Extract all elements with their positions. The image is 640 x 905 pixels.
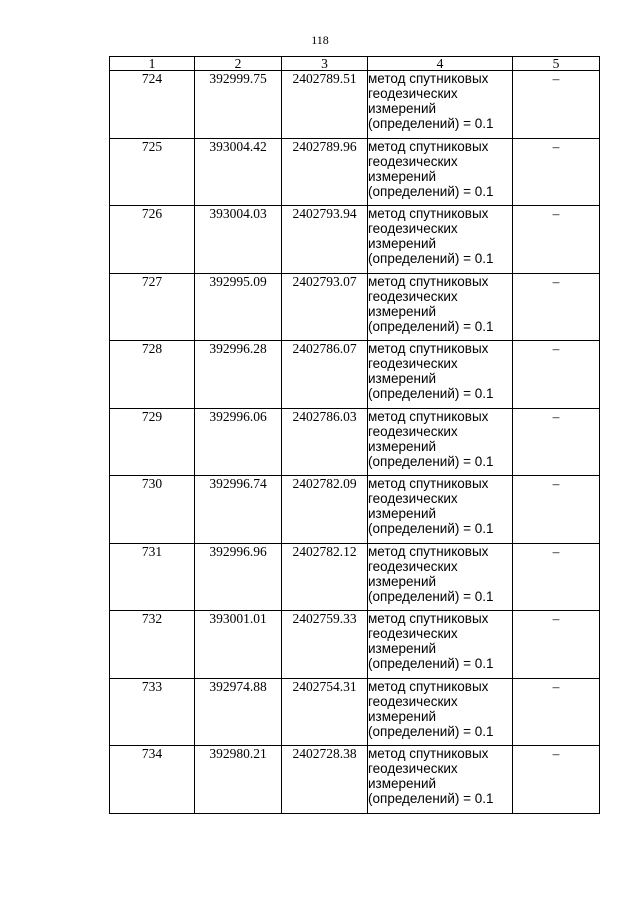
method-cell [368, 273, 513, 341]
method-text-line: измерений [368, 708, 437, 724]
y-coordinate-cell: 2402759.33 [282, 611, 368, 679]
note-cell: – [513, 746, 600, 814]
method-cell [368, 71, 513, 139]
method-text-line: метод спутниковых [368, 71, 489, 86]
note-cell: – [513, 543, 600, 611]
x-coordinate-cell: 393004.03 [195, 206, 282, 274]
method-cell [368, 138, 513, 206]
header-col-2: 2 [195, 57, 282, 71]
method-text-line: (определений) = 0.1 [368, 656, 494, 671]
point-number-cell: 733 [110, 678, 195, 746]
method-cell [368, 678, 513, 746]
y-coordinate-cell: 2402786.07 [282, 341, 368, 409]
y-coordinate-cell: 2402789.96 [282, 138, 368, 206]
method-text-line: метод спутниковых [368, 206, 489, 221]
note-cell: – [513, 611, 600, 679]
method-text-line: метод спутниковых [368, 341, 489, 356]
point-number-cell: 731 [110, 543, 195, 611]
method-text-line: измерений [368, 371, 437, 386]
method-cell [368, 408, 513, 476]
x-coordinate-cell: 392996.74 [195, 476, 282, 544]
method-text-line: измерений [368, 506, 437, 521]
point-number-cell: 732 [110, 611, 195, 679]
x-coordinate-cell: 393001.01 [195, 611, 282, 679]
method-text-line: измерений [368, 776, 437, 791]
method-text-line: геодезических [368, 626, 458, 641]
table-row [110, 341, 600, 409]
note-cell: – [513, 341, 600, 409]
point-number-cell: 728 [110, 341, 195, 409]
y-coordinate-cell: 2402728.38 [282, 746, 368, 814]
table-body [110, 71, 600, 814]
table-row [110, 678, 600, 746]
table-row [110, 746, 600, 814]
table-row [110, 611, 600, 679]
method-text-line: метод спутниковых [368, 138, 489, 154]
point-number-cell: 724 [110, 71, 195, 139]
method-text-line: (определений) = 0.1 [368, 251, 494, 266]
method-text-line: (определений) = 0.1 [368, 791, 494, 806]
y-coordinate-cell: 2402793.07 [282, 273, 368, 341]
method-text-line: геодезических [368, 491, 458, 506]
method-text-line: измерений [368, 236, 437, 251]
method-text-line: метод спутниковых [368, 678, 489, 694]
method-text-line: метод спутниковых [368, 746, 489, 761]
method-text-line: измерений [368, 101, 437, 116]
method-text-line: метод спутниковых [368, 543, 489, 559]
x-coordinate-cell: 392996.28 [195, 341, 282, 409]
method-cell [368, 341, 513, 409]
method-text-line: геодезических [368, 356, 458, 371]
point-number-cell: 727 [110, 273, 195, 341]
method-text-line: (определений) = 0.1 [368, 386, 494, 401]
point-number-cell: 734 [110, 746, 195, 814]
method-text-line: (определений) = 0.1 [368, 723, 494, 739]
method-text-line: (определений) = 0.1 [368, 318, 494, 334]
note-cell: – [513, 138, 600, 206]
y-coordinate-cell: 2402786.03 [282, 408, 368, 476]
method-text-line: измерений [368, 573, 437, 589]
header-col-1: 1 [110, 57, 195, 71]
method-text-line: геодезических [368, 153, 458, 169]
method-text-line: измерений [368, 168, 437, 184]
page-number: 118 [311, 33, 329, 47]
method-text-line: геодезических [368, 423, 458, 439]
method-text-line: метод спутниковых [368, 408, 489, 424]
method-text-line: геодезических [368, 221, 458, 236]
header-col-3: 3 [282, 57, 368, 71]
x-coordinate-cell: 392974.88 [195, 678, 282, 746]
table-row [110, 273, 600, 341]
method-text-line: (определений) = 0.1 [368, 183, 494, 199]
method-text-line: (определений) = 0.1 [368, 453, 494, 469]
method-text-line: измерений [368, 641, 437, 656]
method-cell [368, 611, 513, 679]
coordinates-table [109, 56, 600, 814]
method-cell [368, 206, 513, 274]
method-text-line: геодезических [368, 558, 458, 574]
method-text-line: метод спутниковых [368, 476, 489, 491]
method-text-line: измерений [368, 303, 437, 319]
method-text-line: геодезических [368, 761, 458, 776]
method-text-line: (определений) = 0.1 [368, 116, 494, 131]
method-text-line: измерений [368, 438, 437, 454]
method-text-line: метод спутниковых [368, 273, 489, 289]
x-coordinate-cell: 393004.42 [195, 138, 282, 206]
method-cell [368, 746, 513, 814]
table-row [110, 138, 600, 206]
y-coordinate-cell: 2402754.31 [282, 678, 368, 746]
method-text-line: геодезических [368, 86, 458, 101]
header-col-5: 5 [513, 57, 600, 71]
y-coordinate-cell: 2402793.94 [282, 206, 368, 274]
header-col-4: 4 [368, 57, 513, 71]
x-coordinate-cell: 392999.75 [195, 71, 282, 139]
y-coordinate-cell: 2402782.09 [282, 476, 368, 544]
method-text-line: метод спутниковых [368, 611, 489, 626]
note-cell: – [513, 408, 600, 476]
method-cell [368, 543, 513, 611]
point-number-cell: 729 [110, 408, 195, 476]
x-coordinate-cell: 392996.96 [195, 543, 282, 611]
y-coordinate-cell: 2402782.12 [282, 543, 368, 611]
y-coordinate-cell: 2402789.51 [282, 71, 368, 139]
method-cell [368, 476, 513, 544]
x-coordinate-cell: 392996.06 [195, 408, 282, 476]
method-text-line: геодезических [368, 693, 458, 709]
method-text-line: (определений) = 0.1 [368, 521, 494, 536]
table-row [110, 71, 600, 139]
point-number-cell: 726 [110, 206, 195, 274]
table-row [110, 543, 600, 611]
table-row [110, 476, 600, 544]
method-text-line: геодезических [368, 288, 458, 304]
table-header-row [110, 57, 600, 71]
method-text-line: (определений) = 0.1 [368, 588, 494, 604]
note-cell: – [513, 206, 600, 274]
x-coordinate-cell: 392980.21 [195, 746, 282, 814]
point-number-cell: 730 [110, 476, 195, 544]
note-cell: – [513, 476, 600, 544]
note-cell: – [513, 71, 600, 139]
note-cell: – [513, 273, 600, 341]
table-row [110, 408, 600, 476]
table-row [110, 206, 600, 274]
note-cell: – [513, 678, 600, 746]
point-number-cell: 725 [110, 138, 195, 206]
x-coordinate-cell: 392995.09 [195, 273, 282, 341]
